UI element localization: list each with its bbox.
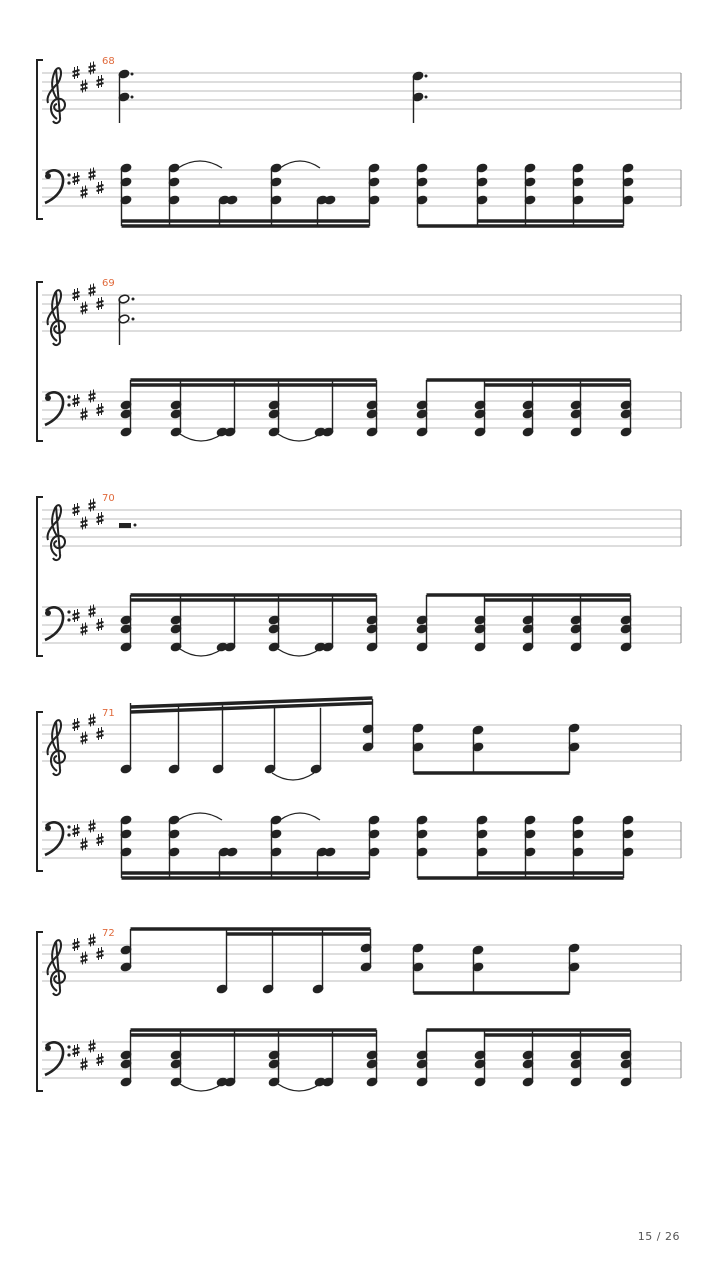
notehead: [226, 847, 238, 857]
bass-clef-icon: [45, 1042, 71, 1075]
measure-number: 70: [102, 493, 115, 504]
notehead: [324, 195, 336, 205]
tie: [180, 649, 222, 656]
tie: [278, 1084, 320, 1091]
page-number: 15 / 26: [637, 1230, 680, 1243]
half-rest: [119, 523, 131, 528]
dot: [425, 96, 428, 99]
dot: [132, 298, 135, 301]
bass-clef-icon: [45, 822, 71, 855]
tie: [180, 1084, 222, 1091]
treble-clef-icon: [47, 68, 65, 123]
tie: [272, 773, 314, 780]
dot: [131, 96, 134, 99]
treble-clef-icon: [47, 505, 65, 560]
dot: [131, 73, 134, 76]
measure-number: 72: [102, 928, 115, 939]
bass-clef-icon: [45, 607, 71, 640]
tie: [278, 649, 320, 656]
system-bracket: [37, 932, 43, 1091]
system-1: [37, 56, 681, 226]
system-bracket: [37, 282, 43, 441]
system-3: [37, 493, 681, 656]
system-bracket: [37, 497, 43, 656]
tie: [178, 161, 222, 168]
tie: [180, 434, 222, 441]
system-bracket: [37, 60, 43, 219]
system-4: [37, 698, 681, 878]
tie: [280, 161, 320, 168]
dot: [425, 75, 428, 78]
dot: [132, 318, 135, 321]
system-bracket: [37, 712, 43, 871]
system-2: [37, 278, 681, 441]
bass-clef-icon: [45, 170, 71, 203]
system-5: [37, 928, 681, 1091]
measure-number: 69: [102, 278, 115, 289]
treble-clef-icon: [47, 940, 65, 995]
bass-clef-icon: [45, 392, 71, 425]
measure-number: 71: [102, 708, 115, 719]
tie: [280, 813, 320, 820]
notehead: [324, 847, 336, 857]
notehead: [226, 195, 238, 205]
dot: [134, 524, 137, 527]
measure-number: 68: [102, 56, 115, 67]
tie: [278, 434, 320, 441]
treble-clef-icon: [47, 290, 65, 345]
tie: [178, 813, 222, 820]
treble-clef-icon: [47, 720, 65, 775]
